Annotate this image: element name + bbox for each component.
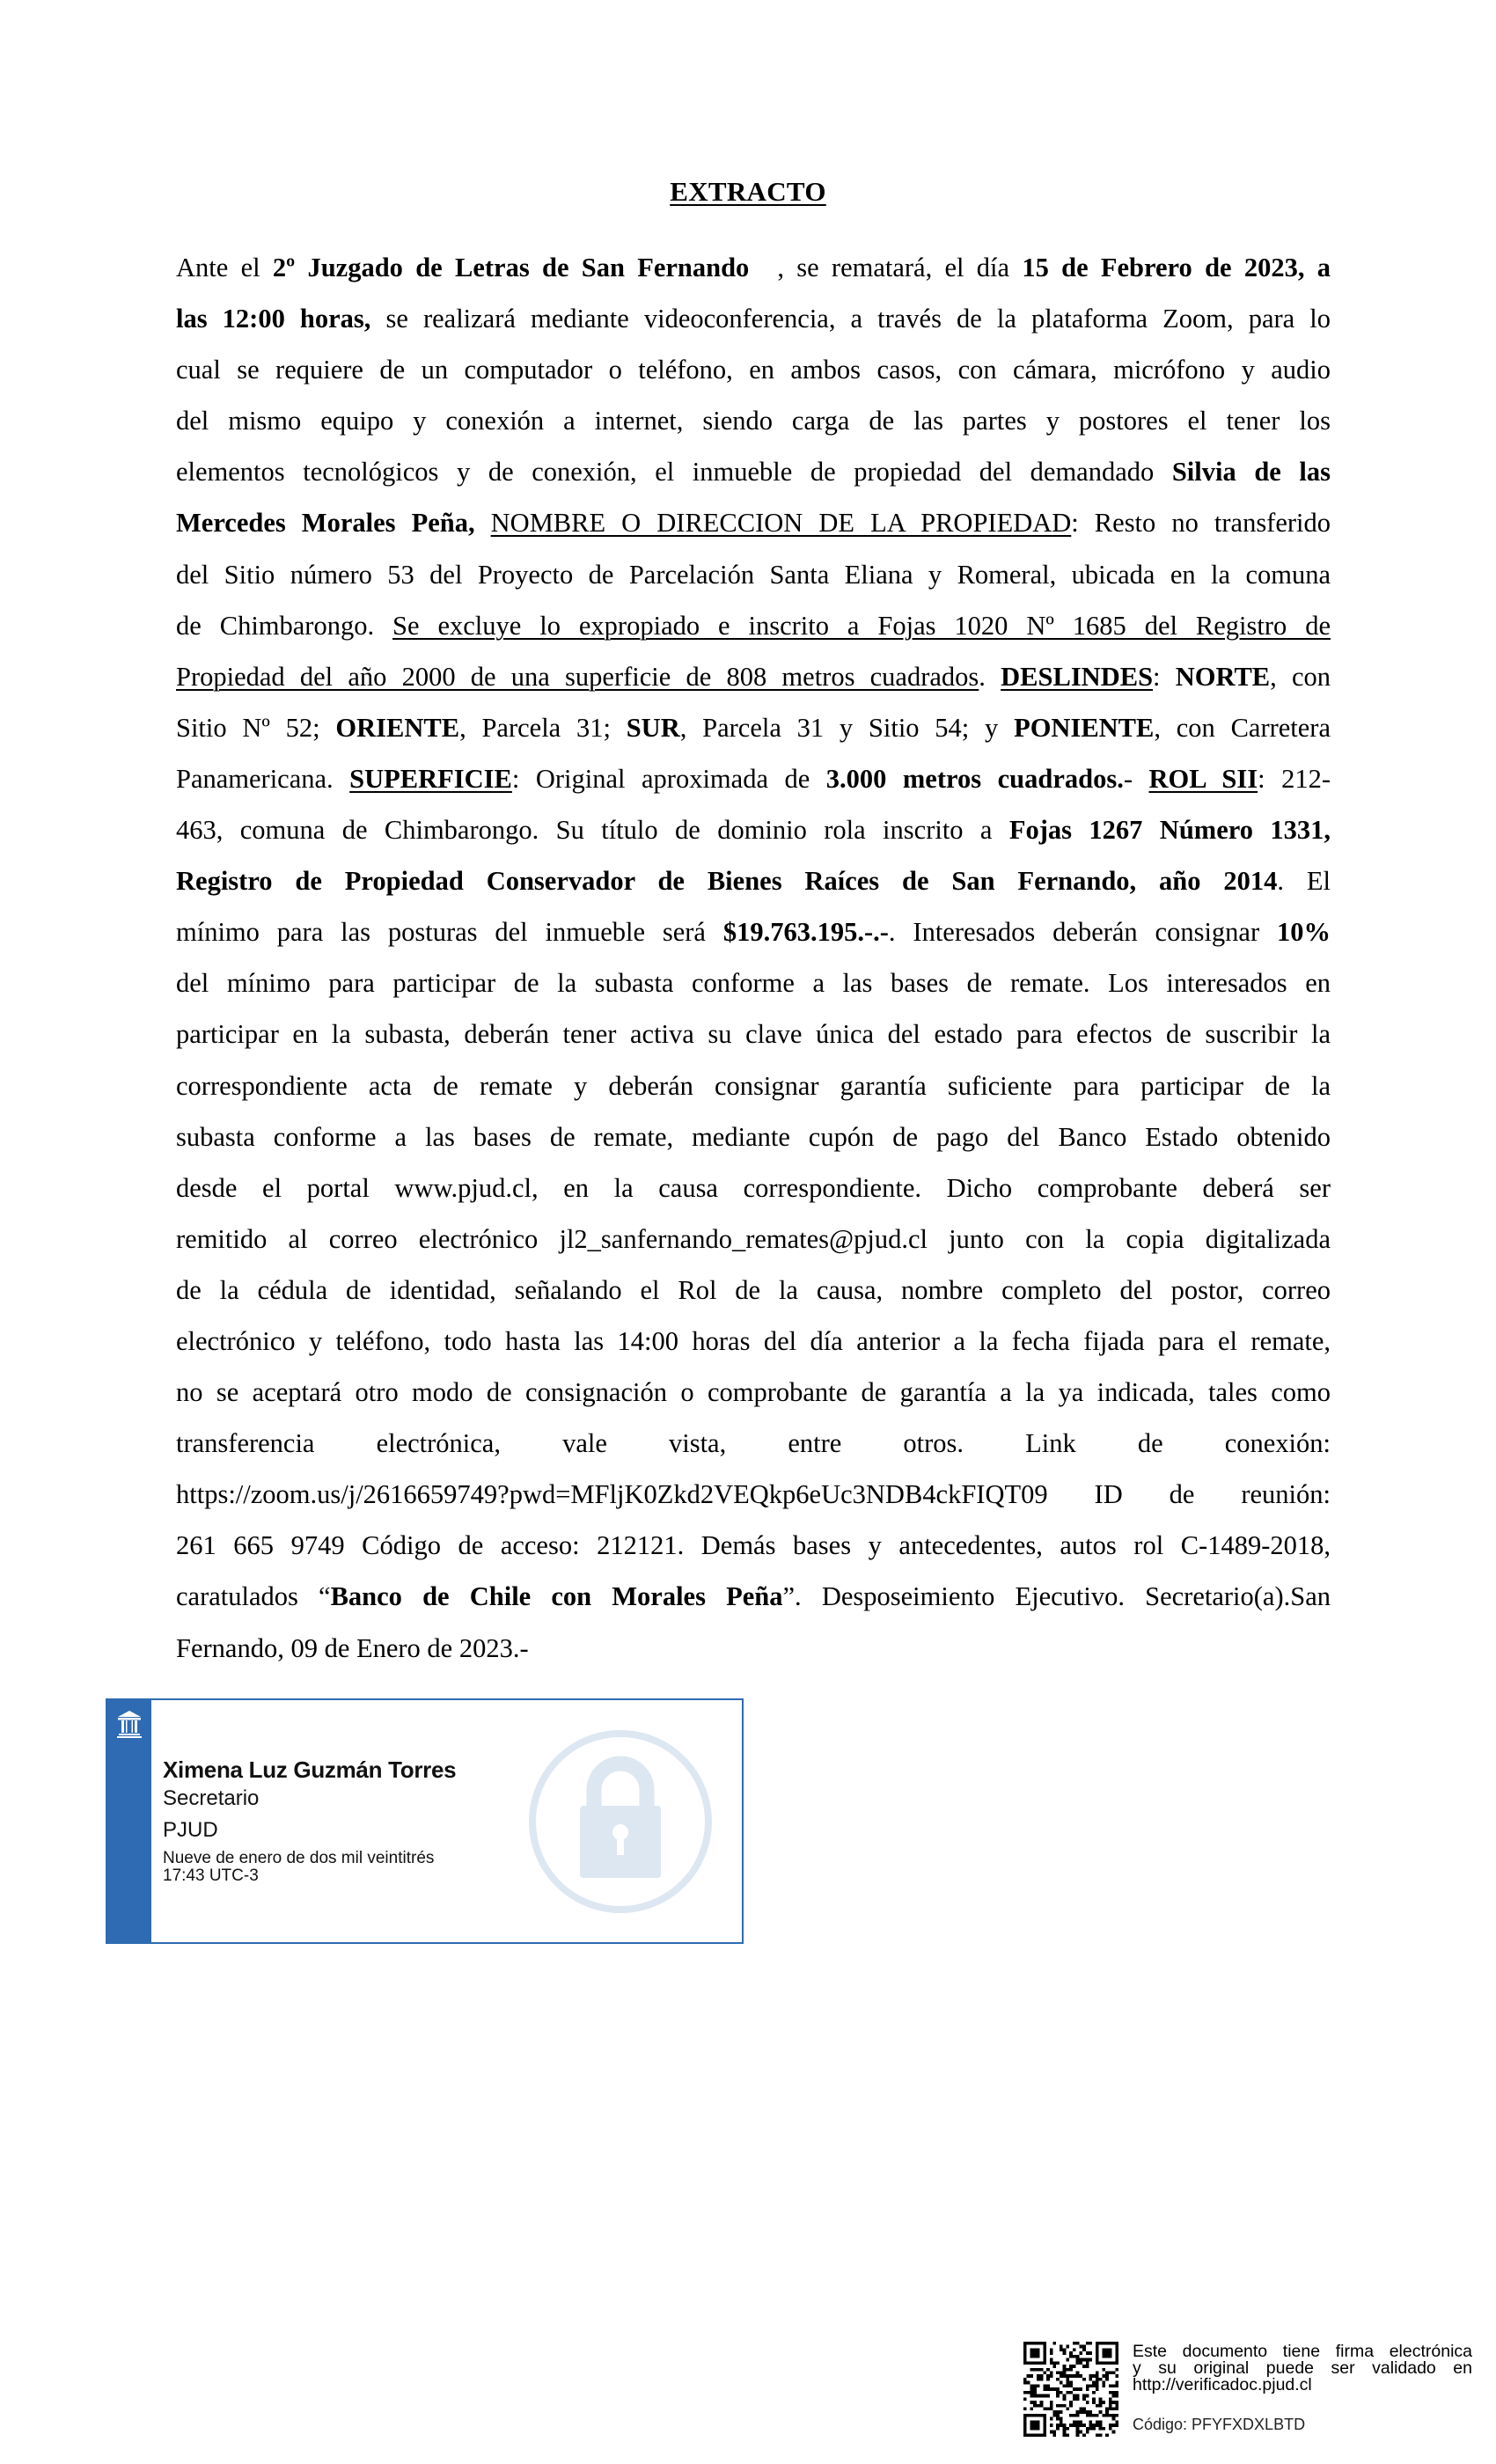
signature-side-bar bbox=[107, 1700, 151, 1942]
paragraph-line bbox=[176, 304, 1331, 355]
text-run: Mercedes Morales Peña, bbox=[176, 508, 491, 539]
text-run: Se excluye lo expropiado e inscrito a Fojas 1020 Nº 1685 del Registro de bbox=[392, 610, 1331, 641]
text-run: del mismo equipo y conexión a internet, siendo carga de las partes y postores el tener los bbox=[176, 406, 1331, 436]
text-run: Ante el bbox=[176, 253, 273, 282]
paragraph-line bbox=[176, 1633, 1331, 1684]
text-run: https://zoom.us/j/2616659749?pwd=MFljK0Zkd2VEQkp6eUc3NDB4ckFIQT09 ID de reunión: bbox=[176, 1479, 1331, 1510]
text-run: no se aceptará otro modo de consignación o comprobante de garantía a la ya indicada, tales como bbox=[176, 1377, 1331, 1408]
verification-notice bbox=[1133, 2343, 1472, 2433]
text-run: DESLINDES bbox=[1001, 661, 1154, 692]
text-run: SUR bbox=[626, 712, 680, 743]
text-run: . Interesados deberán consignar bbox=[888, 917, 1277, 948]
paragraph-line bbox=[176, 1428, 1331, 1479]
paragraph-line bbox=[176, 560, 1331, 611]
paragraph-line bbox=[176, 866, 1331, 917]
text-run: Fojas 1267 Número 1331, bbox=[1008, 815, 1331, 846]
text-run: del mínimo para participar de la subasta conforme a las bases de remate. Los interesados en bbox=[176, 968, 1331, 999]
text-run: SUPERFICIE bbox=[349, 763, 512, 794]
text-run: Fernando, 09 de Enero de 2023.- bbox=[176, 1632, 529, 1663]
text-run: las 12:00 horas, bbox=[176, 304, 371, 334]
paragraph-line bbox=[176, 355, 1331, 406]
text-run: 3.000 metros cuadrados. bbox=[825, 763, 1124, 794]
paragraph-line bbox=[176, 457, 1331, 508]
paragraph-line bbox=[176, 815, 1331, 866]
text-run: Registro de Propiedad Conservador de Bienes Raíces de San Fernando, año 2014 bbox=[176, 866, 1278, 897]
signature-date: Nueve de enero de dos mil veintitrés bbox=[163, 1849, 435, 1867]
text-run: . bbox=[979, 661, 1001, 692]
signature-box bbox=[106, 1698, 744, 1944]
paragraph-line bbox=[176, 764, 1331, 815]
text-run: ”. Desposeimiento Ejecutivo. Secretario(a).San bbox=[782, 1581, 1331, 1612]
text-run: electrónico y teléfono, todo hasta las 14:00 horas del día anterior a la fecha fijada para el remate, bbox=[176, 1325, 1331, 1356]
document-body bbox=[176, 253, 1331, 1684]
text-run: cual se requiere de un computador o teléfono, en ambos casos, con cámara, micrófono y audio bbox=[176, 355, 1331, 385]
paragraph-line bbox=[176, 1377, 1331, 1428]
text-run: - bbox=[1123, 763, 1149, 794]
text-run: , con Carretera bbox=[1154, 712, 1331, 743]
text-run: transferencia electrónica, vale vista, entre otros. Link de conexión: bbox=[176, 1428, 1331, 1459]
paragraph-line bbox=[176, 1479, 1331, 1530]
text-run: , Parcela 31 y Sitio 54; y bbox=[679, 712, 1015, 743]
paragraph-line bbox=[176, 611, 1331, 662]
verification-line-2: y su original puede ser validado en bbox=[1133, 2358, 1472, 2378]
document-title bbox=[0, 176, 1496, 208]
text-run: Banco de Chile con Morales Peña bbox=[330, 1581, 783, 1612]
text-run: ORIENTE bbox=[335, 712, 460, 743]
paragraph-line bbox=[176, 1224, 1331, 1275]
text-run: mínimo para las posturas del inmueble será bbox=[176, 917, 723, 948]
text-run: 261 665 9749 Código de acceso: 212121. Demás bases y antecedentes, autos rol C-1489-2018, bbox=[176, 1530, 1331, 1561]
text-run: remitido al correo electrónico jl2_sanfernando_remates@pjud.cl junto con la copia digitalizada bbox=[176, 1223, 1331, 1254]
paragraph-line bbox=[176, 1326, 1331, 1377]
text-run: 463, comuna de Chimbarongo. Su título de dominio rola inscrito a bbox=[176, 815, 1009, 846]
signer-organization: PJUD bbox=[163, 1818, 218, 1842]
text-run: se realizará mediante videoconferencia, a través de la plataforma Zoom, para lo bbox=[370, 304, 1331, 334]
verification-code: Código: PFYFXDXLBTD bbox=[1133, 2416, 1306, 2433]
text-run: ROL SII bbox=[1148, 763, 1258, 794]
text-run: . El bbox=[1277, 866, 1331, 897]
padlock-icon bbox=[525, 1727, 715, 1917]
text-run: del Sitio número 53 del Proyecto de Parcelación Santa Eliana y Romeral, ubicada en la comuna bbox=[176, 559, 1331, 590]
text-run: , con bbox=[1270, 661, 1331, 692]
paragraph-line bbox=[176, 917, 1331, 968]
text-run: : 212- bbox=[1258, 763, 1331, 794]
paragraph-line bbox=[176, 253, 1331, 304]
text-run: 15 de Febrero de 2023, a bbox=[1022, 253, 1331, 282]
text-run: de Chimbarongo. bbox=[176, 610, 393, 641]
text-run: : Original aproximada de bbox=[511, 763, 826, 794]
text-run: PONIENTE bbox=[1014, 712, 1155, 743]
title-text: EXTRACTO bbox=[670, 176, 826, 207]
text-run: : Resto no transferido bbox=[1071, 508, 1331, 539]
text-run: correspondiente acta de remate y deberán consignar garantía suficiente para participar de la bbox=[176, 1070, 1331, 1101]
signer-role: Secretario bbox=[163, 1786, 260, 1810]
text-run: NORTE bbox=[1175, 661, 1271, 692]
text-run: : bbox=[1153, 661, 1176, 692]
paragraph-line bbox=[176, 662, 1331, 713]
text-run: subasta conforme a las bases de remate, mediante cupón de pago del Banco Estado obtenido bbox=[176, 1121, 1331, 1152]
paragraph-line bbox=[176, 1122, 1331, 1173]
text-run: Sitio Nº 52; bbox=[176, 712, 336, 743]
paragraph-line bbox=[176, 1173, 1331, 1224]
paragraph-line bbox=[176, 1530, 1331, 1581]
paragraph-line bbox=[176, 406, 1331, 457]
paragraph-line bbox=[176, 1071, 1331, 1122]
text-run: participar en la subasta, deberán tener activa su clave única del estado para efectos de suscribir la bbox=[176, 1019, 1331, 1050]
text-run: NOMBRE O DIRECCION DE LA PROPIEDAD bbox=[490, 508, 1072, 539]
text-run: Propiedad del año 2000 de una superficie de 808 metros cuadrados bbox=[176, 661, 979, 692]
paragraph-line bbox=[176, 968, 1331, 1019]
courthouse-icon bbox=[116, 1709, 143, 1739]
text-run: caratulados “ bbox=[176, 1581, 331, 1612]
verification-url[interactable]: http://verificadoc.pjud.cl bbox=[1133, 2375, 1312, 2394]
paragraph-line bbox=[176, 713, 1331, 764]
text-run: , se rematará, el día bbox=[777, 253, 1023, 282]
verification-line-1: Este documento tiene firma electrónica bbox=[1133, 2342, 1472, 2361]
paragraph-line bbox=[176, 508, 1331, 559]
text-run: 10% bbox=[1277, 917, 1331, 948]
text-run: Panamericana. bbox=[176, 763, 350, 794]
paragraph-line bbox=[176, 1019, 1331, 1070]
paragraph-line bbox=[176, 1581, 1331, 1632]
signature-details bbox=[163, 1756, 456, 1885]
text-run: $19.763.195.-.- bbox=[722, 917, 889, 948]
text-run: elementos tecnológicos y de conexión, el inmueble de propiedad del demandado bbox=[176, 457, 1172, 488]
paragraph-line bbox=[176, 1275, 1331, 1326]
signer-name: Ximena Luz Guzmán Torres bbox=[163, 1756, 457, 1783]
text-run: desde el portal www.pjud.cl, en la causa correspondiente. Dicho comprobante deberá ser bbox=[176, 1172, 1331, 1203]
text-run: de la cédula de identidad, señalando el Rol de la causa, nombre completo del postor, correo bbox=[176, 1274, 1331, 1305]
qr-code-icon[interactable] bbox=[1023, 2342, 1118, 2437]
text-run: , Parcela 31; bbox=[459, 712, 627, 743]
text-run: Silvia de las bbox=[1171, 457, 1331, 488]
signature-time: 17:43 UTC-3 bbox=[163, 1866, 259, 1885]
text-run: 2º Juzgado de Letras de San Fernando bbox=[272, 253, 750, 282]
